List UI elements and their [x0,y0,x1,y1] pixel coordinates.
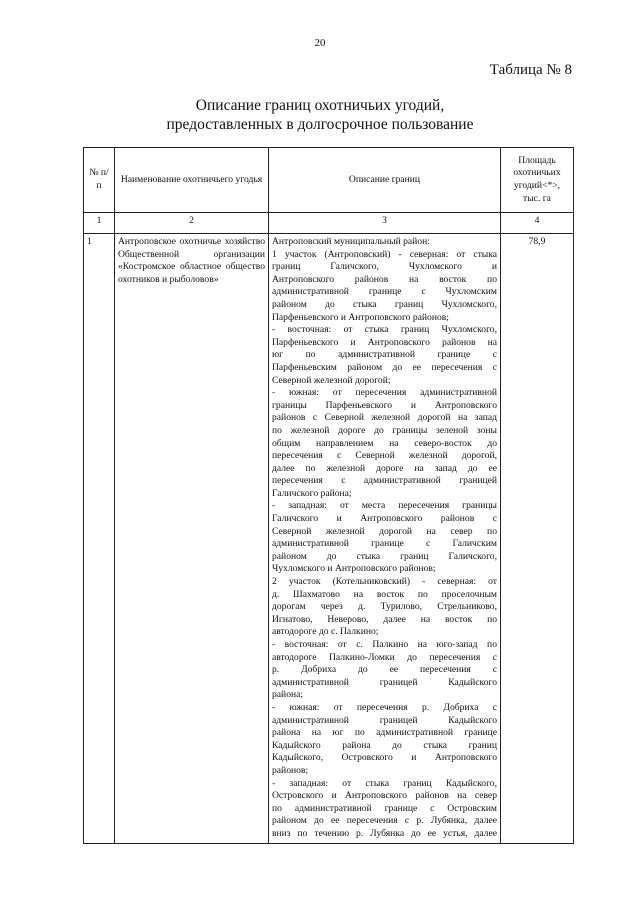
header-description: Описание границ [269,148,501,213]
table-row [84,234,574,844]
description-line: далее по железной дороге на запад до ее [272,462,497,474]
description-line: пересечения с Северной железной дорогой, [272,450,497,462]
description-line: 1 участок (Антроповский) - северная: от стыка [272,248,497,260]
description-line: районом до стыка границ Галичского, [272,550,497,562]
description-line: районом до стыка границ Чухломского, [272,298,497,310]
header-num: № п/п [84,148,115,213]
row-name: Антроповское охотничье хозяйство Общественной организации «Костромское областное общество охотников и рыболовов» [115,234,269,844]
description-line: Северной железной дорогой на север по [272,525,497,537]
description-line: Северной железной дорогой; [272,374,391,386]
document-title [0,96,640,134]
description-line: районов; [272,764,309,776]
description-line: района на юг по административной границе [272,727,497,739]
description-line: по железной дороге до границы зеленой зоны [272,424,497,436]
description-line: - восточная: от стыка границ Чухломского, [272,324,497,336]
page-number: 20 [314,37,326,49]
description-line: Чухломского и Антроповского районов; [272,563,436,575]
description-line: Парфеньевским районом до ее пересечения с [272,361,497,373]
hunting-grounds-table [83,147,574,844]
description-line: Островского и Антроповского районов на север [272,790,497,802]
description-line: Галичского района; [272,487,352,499]
title-line-1: Описание границ охотничьих угодий, [195,97,445,114]
description-line: автодороге Палкино-Ломки до пересечения с [272,651,497,663]
description-line: по административной границе с Островским [272,802,497,814]
column-number: 2 [115,213,269,234]
column-number: 3 [269,213,501,234]
description-line: административной границе с Чухломским [272,286,497,298]
row-num: 1 [84,234,115,844]
description-line: районом до ее пересечения с р. Лубянка, далее [272,815,497,827]
description-line: вниз по течению р. Лубянка до ее устья, далее [272,827,497,839]
header-name: Наименование охотничьего угодья [115,148,269,213]
table-label: Таблица № 8 [489,62,572,78]
description-line: р. Добриха до ее пересечения с [272,664,497,676]
table-header-row [84,148,574,213]
description-line: автодороге до с. Палкино; [272,626,379,638]
description-line: - западная: от места пересечения границы [272,500,497,512]
description-line: д. Шахматово на восток по проселочным [272,588,497,600]
description-line: Кадыйского района до стыка границ [272,739,497,751]
description-line: Антроповского районов на восток по [272,273,497,285]
description-line: границы Парфеньевского и Антроповского [272,399,497,411]
description-line: Кадыйского, Островского и Антроповского [272,752,497,764]
description-line: Парфеньевского и Антроповского районов; [272,311,449,323]
description-line: Галичского и Антроповского районов с [272,513,497,525]
column-number: 1 [84,213,115,234]
description-line: общим направлением на северо-восток до [272,437,497,449]
description-line: - восточная: от с. Палкино на юго-запад по [272,639,497,650]
description-line: пересечения с административной границей [272,475,497,487]
description-line: административной границей Кадыйского [272,676,497,688]
description-line: административной границе с Галичским [272,538,497,550]
row-area: 78,9 [501,234,574,844]
description-line: 2 участок (Котельниковский) - северная: от [272,576,497,588]
description-line: - южная: от пересечения административной [272,387,497,399]
description-line: Парфеньевского и Антроповского районов на [272,336,497,348]
description-line: - западная: от стыка границ Кадыйского, [272,777,497,789]
description-line: Антроповский муниципальный район: [272,236,430,247]
description-line: юг по административной границе с [272,349,497,361]
description-line: - южная: от пересечения р. Добриха с [272,701,497,713]
description-line: Игнатово, Неверово, далее на восток по [272,613,497,625]
title-line-2: предоставленных в долгосрочное пользование [166,116,474,133]
row-description [269,234,501,844]
description-line: района; [272,689,304,701]
description-line: районов с Северной железной дорогой на запад [272,412,497,424]
description-line: административной границей Кадыйского [272,714,497,726]
column-number-row [84,213,574,234]
column-number: 4 [501,213,574,234]
description-line: дорогам через д. Турилово, Стрельниково, [272,601,497,613]
description-line: границ Галичского, Чухломского и [272,261,497,273]
header-area: Площадь охотничьих угодий<*>, тыс. га [501,148,574,213]
